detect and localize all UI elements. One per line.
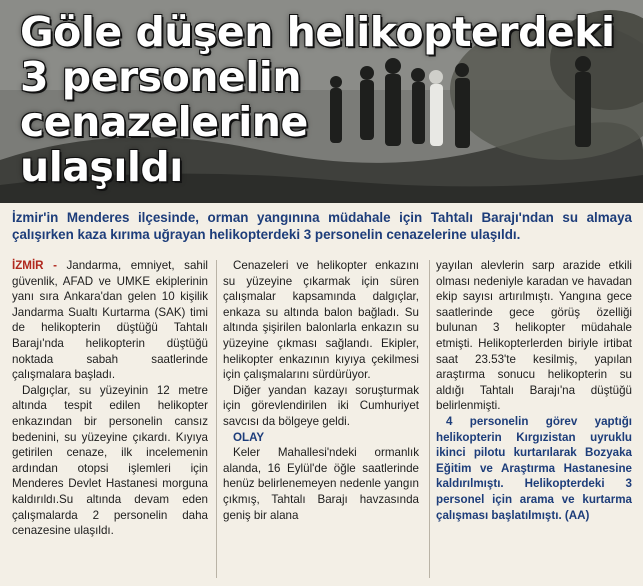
paragraph — [12, 258, 208, 383]
article-body — [12, 258, 632, 578]
dateline: İZMİR - — [12, 259, 57, 272]
headline-line-1: Göle düşen helikopterdeki — [20, 8, 615, 56]
headline-line-3: cenazelerine — [20, 98, 308, 146]
paragraph: yayılan alevlerin sarp arazide etkili olması nedeniyle karadan ve havadan ekip sayısı artırılmıştı. Yangına gece saatlerinde gece görüş özelliği bulunan 3 helikopter müdahale etmişti. Helikopterlerden biriyle irtibat saat 23.53'te kesilmiş, yapılan araştırma sonucu helikopterin su aldığı Tahtalı Barajı'na düştüğü belirlenmişti. — [436, 259, 632, 413]
paragraph: Dalgıçlar, su yüzeyinin 12 metre altında tespit edilen helikopter enkazından bir personelin cansız bedenini, su yüzeyine çıkardı. Kıyıya getirilen cenaze, ilk incelemenin ardından otopsi işlemleri için Menderes Devlet Hastanesi morguna kaldırıldı.Su altında devam eden çalışmalarda 2 personelin daha cenazesine ulaşıldı. — [12, 383, 208, 538]
paragraph: Diğer yandan kazayı soruşturmak için görevlendirilen iki Cumhuriyet savcısı da bölgeye geldi. — [223, 383, 419, 428]
paragraph-text: Jandarma, emniyet, sahil güvenlik, AFAD ve UMKE ekiplerinin yanı sıra Ankara'dan gelen 10 kişilik Jandarma Sualtı Kurtarma (SAK) timi de helikopterin düştüğü Tahtalı Barajı'nda helikopterin düştüğü noktada sabah saatlerinde çalışmalara başladı. — [12, 259, 208, 382]
headline-line-4: ulaşıldı — [20, 143, 183, 191]
paragraph: Cenazeleri ve helikopter enkazını su yüzeyine çıkarmak için süren çalışmalar kapsamında dalgıçlar, enkaza su altında balon bağladı. Su altında şişirilen balonlarla enkazın su yüzeyine çıkması sağlandı. Ekipler, helikopter enkazının kıyıya çekilmesi için çalışmalarını sürdürüyor. — [223, 259, 419, 382]
paragraph: 4 personelin görev yaptığı helikopterin Kırgızistan uyruklu ikinci pilotu kurtarılarak Bozyaka Eğitim ve Araştırma Hastanesine kaldırılmıştı. Helikopterdeki 3 personel için arama ve kurtarma çalışması başlatılmıştı. (AA) — [436, 414, 632, 522]
section-heading: OLAY — [233, 430, 265, 444]
article-column-1 — [12, 258, 208, 539]
headline-line-2: 3 personelin — [20, 53, 302, 101]
column-divider — [429, 260, 430, 578]
headline — [20, 10, 630, 190]
spot-summary: İzmir'in Menderes ilçesinde, orman yangınına müdahale için Tahtalı Barajı'ndan su almaya çalışırken kaza kırıma uğrayan helikopterdeki 3 personelin cenazelerine ulaşıldı. — [12, 210, 632, 242]
column-divider — [216, 260, 217, 578]
paragraph: Keler Mahallesi'ndeki ormanlık alanda, 16 Eylül'de öğle saatlerinde henüz belirlenemeyen nedenle yangın çıkmış, Tahtalı Barajı havzasında geniş bir alana — [223, 446, 419, 522]
article-column-3 — [436, 258, 632, 523]
hero-photo — [0, 0, 643, 203]
article-column-2 — [223, 258, 419, 523]
